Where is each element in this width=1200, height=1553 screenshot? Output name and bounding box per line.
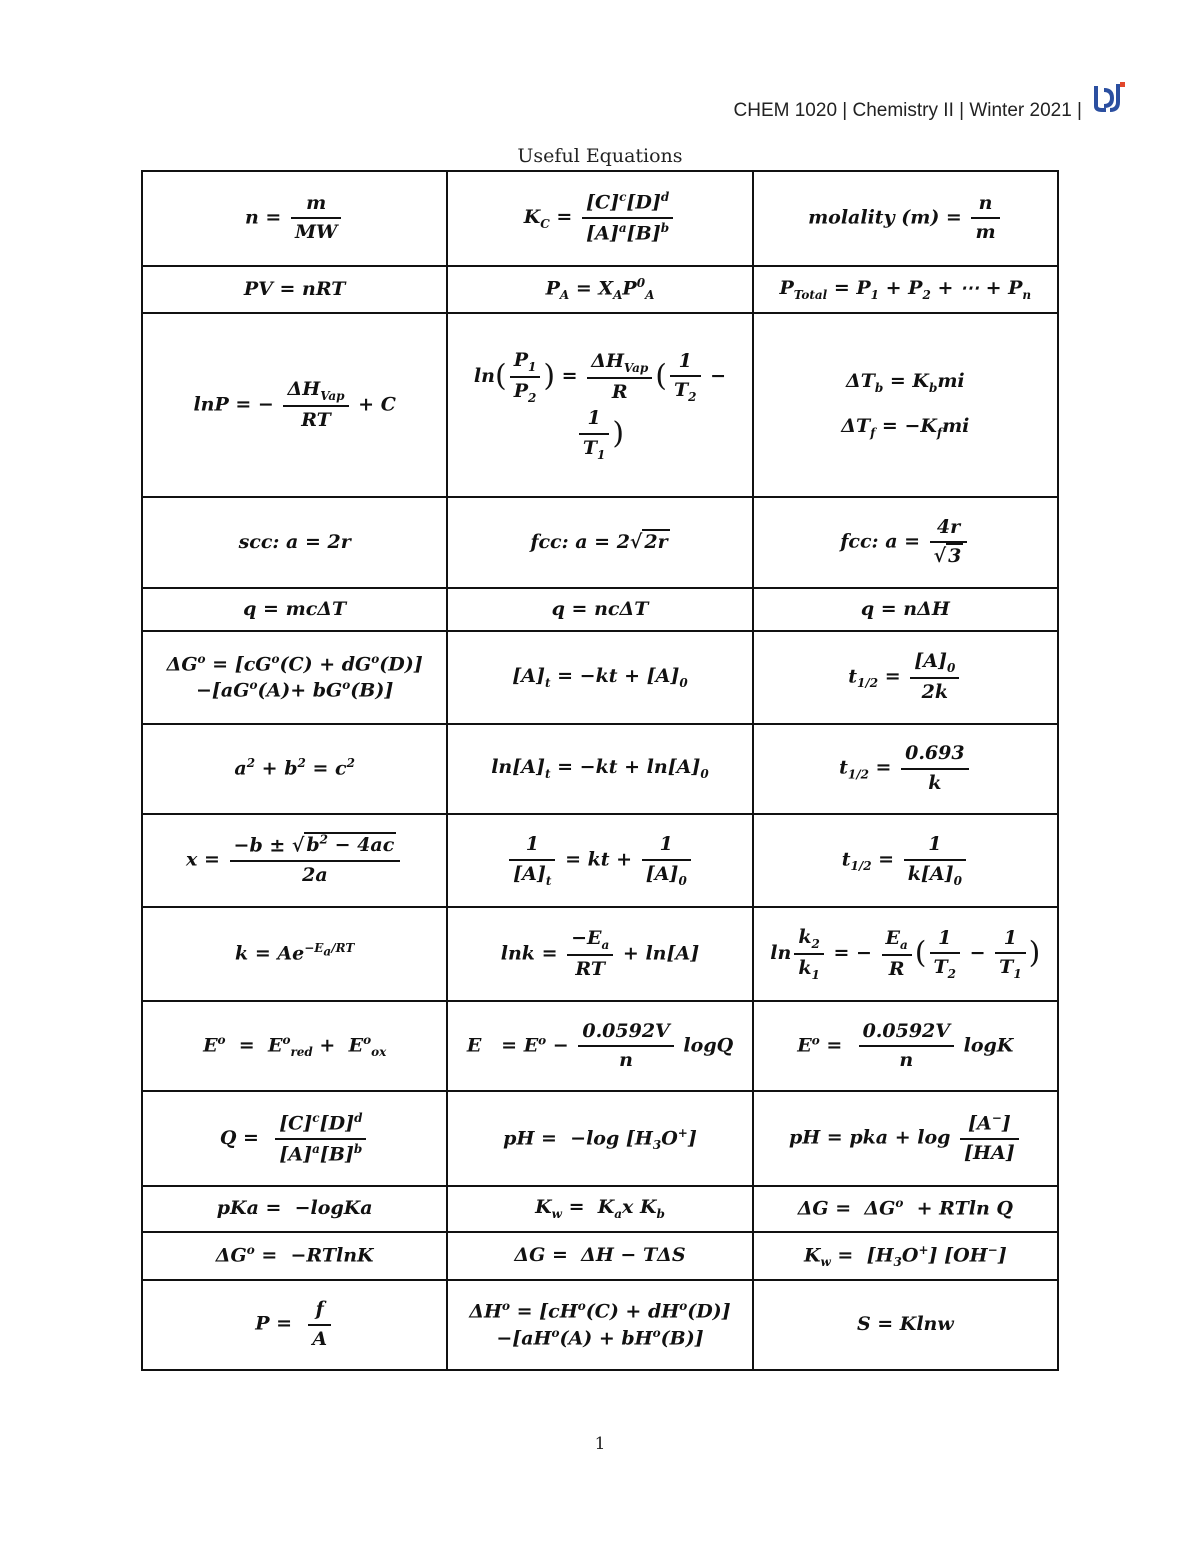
eq-second-order: $\frac{1}{[A]_t}$ = kt + $\frac{1}{[A]_0}$ <box>447 814 752 906</box>
eq-arrhenius-two-point: ln $\frac{k_2}{k_1}$ = − $\frac{E_a}{R}$ ( $\frac{1}{T_2}$ − $\frac{1}{T_1}$ ) <box>753 907 1058 1002</box>
eq-arrhenius-log: lnk = $\frac{-E_a}{RT}$ + ln[A] <box>447 907 752 1002</box>
eq-heat-mass: q = mcΔT <box>142 588 447 632</box>
eq-nernst: $E = E^o$ − $\frac{0.0592V}{n}$ logQ <box>447 1001 752 1091</box>
eq-molality: molality (m) = $\frac{n}{m}$ <box>753 171 1058 266</box>
eq-heat-enthalpy: q = nΔH <box>753 588 1058 632</box>
eq-scc: scc: a = 2r <box>142 497 447 587</box>
eq-arrhenius: $k = Ae^{-E_a/RT}$ <box>142 907 447 1002</box>
eq-gibbs-equilibrium: $\Delta G^o = -RTlnK$ <box>142 1232 447 1280</box>
eq-heat-moles: q = ncΔT <box>447 588 752 632</box>
eq-pythagoras: $a^2 + b^2 = c^2$ <box>142 724 447 814</box>
eq-dalton: $P_{Total} = P_1 + P_2$ + ⋯ + $P_n$ <box>753 266 1058 314</box>
page-number: 1 <box>594 1434 606 1454</box>
eq-enthalpy-formation: $\Delta H^o = [cH^o(C) + dH^o(D)]$ $-[aH^o(A) + bH^o(B)]$ <box>447 1280 752 1370</box>
eq-fcc-alt: fcc: a = $\frac{4r}{√ 3}$ <box>753 497 1058 587</box>
eq-henderson-hasselbalch: pH = pka + log $\frac{[A^-]}{[HA]}$ <box>753 1091 1058 1186</box>
eq-gibbs-nonstandard: $\Delta G = \Delta G^o + RTln$ Q <box>753 1186 1058 1232</box>
eq-raoult: $P_A = X_AP^0_A$ <box>447 266 752 314</box>
eq-ideal-gas: PV = nRT <box>142 266 447 314</box>
university-logo-icon <box>1092 80 1126 112</box>
eq-fcc: fcc: a = 2√ 2r <box>447 497 752 587</box>
eq-boltzmann-entropy: S = Klnw <box>753 1280 1058 1370</box>
eq-cell-potential: $E^o = E^o_{red} + E^o_{ox}$ <box>142 1001 447 1091</box>
eq-first-order-half-life: $t_{1/2}$ = $\frac{0.693}{k}$ <box>753 724 1058 814</box>
eq-pka: pKa = −logKa <box>142 1186 447 1232</box>
eq-zero-order-half-life: $t_{1/2}$ = $\frac{[A]_0}{2k}$ <box>753 631 1058 723</box>
eq-first-order: $\ln[A]_t = -kt + \ln[A]_0$ <box>447 724 752 814</box>
eq-equilibrium-constant: $K_C$ = $\frac{[C]^c[D]^d}{[A]^a[B]^b}$ <box>447 171 752 266</box>
eq-quadratic: x = $\frac{-b \pm √ b^2 - 4ac}{2a}$ <box>142 814 447 906</box>
page-title: Useful Equations <box>517 145 683 167</box>
eq-kw-ka-kb: $K_w = K_ax$ $K_b$ <box>447 1186 752 1232</box>
eq-reaction-quotient: Q = $\frac{[C]^c[D]^d}{[A]^a[B]^b}$ <box>142 1091 447 1186</box>
equations-table <box>141 170 1059 1371</box>
eq-vapor-pressure: lnP = − $\frac{\Delta H_{Vap}}{RT}$ + C <box>142 313 447 497</box>
eq-pressure: P = $\frac{f}{A}$ <box>142 1280 447 1370</box>
eq-gibbs-formation: $\Delta G^o = [cG^o(C) + dG^o(D)]$ $-[aG^o(A)+ bG^o(B)]$ <box>142 631 447 723</box>
eq-colligative: $\Delta T_b = K_bmi$ $\Delta T_f = -K_fmi$ <box>753 313 1058 497</box>
eq-zero-order: $[A]_t = -kt + [A]_0$ <box>447 631 752 723</box>
eq-kw-ion-product: $K_w = [H_3O^+]$ [OH−] <box>753 1232 1058 1280</box>
course-header: CHEM 1020 | Chemistry II | Winter 2021 | <box>733 100 1082 121</box>
eq-gibbs-enthalpy-entropy: ΔG = ΔH − TΔS <box>447 1232 752 1280</box>
eq-ph: pH = −log $[H_3O^+]$ <box>447 1091 752 1186</box>
eq-second-order-half-life: $t_{1/2}$ = $\frac{1}{k[A]_0}$ <box>753 814 1058 906</box>
eq-clausius-clapeyron: ln( $\frac{P_1}{P_2}$ ) = $\frac{\Delta H_{Vap}}{R}$ ( $\frac{1}{T_2}$ − $\frac{1}{T_1}$ ) <box>447 313 752 497</box>
eq-moles: n = $\frac{m}{MW}$ <box>142 171 447 266</box>
eq-standard-potential: $E^o$ = $\frac{0.0592V}{n}$ logK <box>753 1001 1058 1091</box>
